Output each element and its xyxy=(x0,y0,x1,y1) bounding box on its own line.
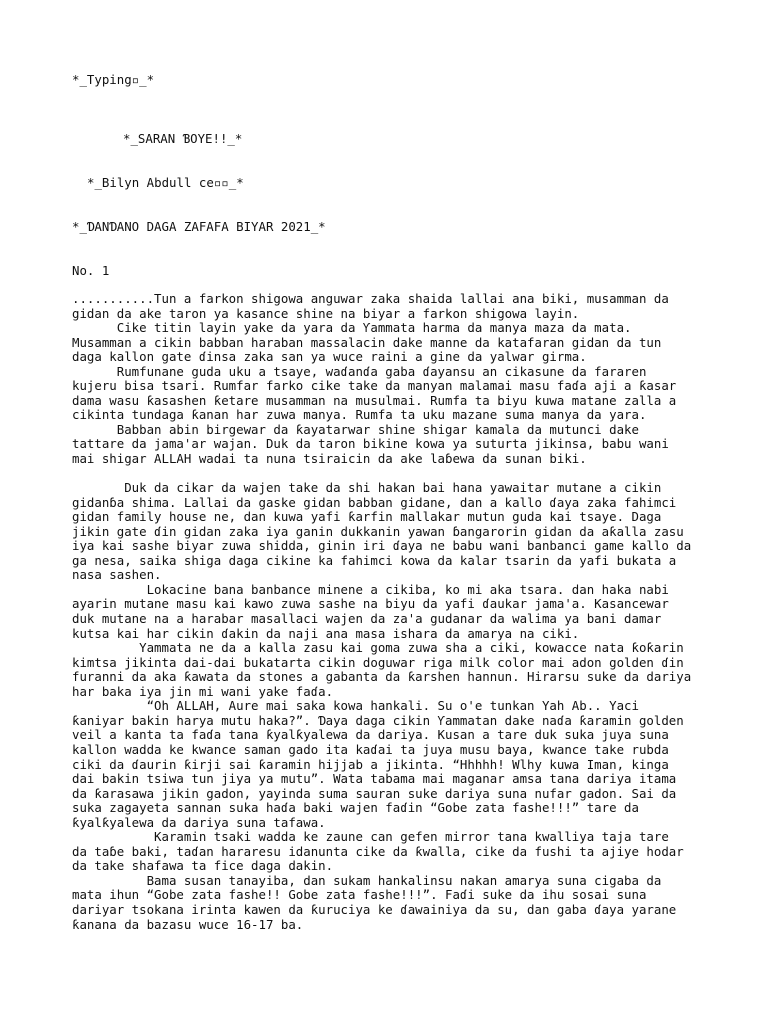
story-title: *_SARAN ƁOYE!!_* xyxy=(123,131,243,146)
paragraph: ...........Tun a farkon shigowa anguwar zaka shaida lallai ana biki, musamman da gidan da ake taron ya kasance shine na biyar a farkon shigowa layin. xyxy=(72,291,669,321)
paragraph: Babban abin birgewar da ƙayatarwar shine shigar kamala da mutunci dake tattare da jama'ar wajan. Duk da taron bikine kowa ya suturta jikinsa, babu wani mai shigar ALLAH wadai ta nuna tsiraicin da ake laɓewa da sunan biki. xyxy=(72,421,669,467)
paragraph: Yammata ne da a kalla zasu kai goma zuwa sha a ciki, kowacce nata ƙoƙarin kimtsa jikinta dai-dai bukatarta cikin doguwar riga milk color mai adon golden ɗin furanni da aka ƙawata da stones a gabanta da ƙarshen hannun. Hirarsu suke da dariya har baka iya jin mi wani yake faɗa. xyxy=(72,640,692,699)
paragraph: Rumfunane guda uku a tsaye, waɗanɗa gaba ɗayansu an cikasune da fararen kujeru bisa tsari. Rumfar farko cike take da manyan malamai masu faɗa aji a ƙasar dama wasu ƙasashen ƙetare musamman na musulmai. Rumfa ta biyu kuwa matane zalla a cikinta tundaga ƙanan har zuwa manya. Rumfa ta uku mazane suma manya da yara. xyxy=(72,363,677,423)
paragraph: “Oh ALLAH, Aure mai saka kowa hankali. Su o'e tunkan Yah Ab.. Yaci ƙaniyar bakin harya mutu haka?”. Ɗaya daga cikin Ƴammatan dake naɗa ƙaramin golden veil a kanta ta faɗa tana ƙyalƙyalewa da dariya. Kusan a tare duk suka juya suna kallon wadda ke kwance saman gado ita kaɗai ta juya musu baya, kwance take rubda ciki da ɗaurin ƙirji sai ƙaramin hijjab a jikinta. “Hhhhh! Wlhy kuwa Iman, kinga dai bakin tsiwa tun jiya ya mutu”. Wata tabama mai maganar amsa tana dariya itama da ƙarasawa jikin gadon, yayinda suma sauran suke dariya suna nufar gadon. Sai da suka zagayeta sannan suka haɗa baki wajen faɗin “Gobe zata fashe!!!” tare da ƙyalƙyalewa da dariya suna tafawa. xyxy=(72,698,684,830)
paragraph: Karamin tsaki wadda ke zaune can gefen mirror tana kwalliya taja tare da taɓe baki, taɗan hararesu idanunta cike da ƙwalla, cike da fushi ta ajiye hodar da take shafawa ta fice daga dakin. xyxy=(72,829,684,874)
story-body xyxy=(72,292,712,932)
series-title: *_ƊANƊANO DAGA ZAFAFA BIYAR 2021_* xyxy=(72,219,326,234)
paragraph: Bama susan tanayiba, dan sukam hankalinsu nakan amarya suna cigaba da mata ihun “Gobe zata fashe!! Gobe zata fashe!!!”. Faɗi suke da ihu sosai suna dariyar tsokana irinta kawen da ƙuruciya ke ɗawainiya da su, dan gaba ɗaya yarane ƙanana da bazasu wuce 16-17 ba. xyxy=(72,872,677,932)
author-line: *_Bilyn Abdull ce▫▫_* xyxy=(87,175,244,190)
paragraph: Cike titin layin yake da yara da Ƴammata harma da manya maza da mata. Musamman a cikin babban haraban massalacin dake manne da katafaran gidan da tun daga kallon gate ɗinsa zaka san ya wuce raini a gine da yalwar girma. xyxy=(72,320,662,365)
chapter-number: No. 1 xyxy=(72,263,110,278)
typing-status: *_Typing▫_* xyxy=(72,72,155,87)
paragraph: Lokacine bana banbance minene a cikiba, ko mi aka tsara. dan haka nabi ayarin mutane masu kai kawo zuwa sashe na biyu da yafi ɗaukar jama'a. Kasancewar duk mutane na a harabar masallaci wajen da za'a gudanar da walima ya bani damar kutsa kai har cikin ɗakin da naji ana masa ishara da amarya na ciki. xyxy=(72,581,669,641)
paragraph-gap xyxy=(72,467,712,482)
paragraph: Duk da cikar da wajen take da shi hakan bai hana yawaitar mutane a cikin gidanɓa shima. Lallai da gaske gidan babban gidane, dan a kallo ɗaya zaka fahimci gidan family house ne, dan kuwa yafi ƙarfin mallakar mutun guda kai tsaye. Daga jikin gate ɗin gidan zaka iya ganin dukkanin yawan ɓangarorin gidan da aƙalla zasu iya kai sashe biyar zuwa shidda, ginin iri ɗaya ne babu wani banbanci game kallo da ga nesa, saika shiga daga cikine ka fahimci kowa da kalar tsarin da yafi bukata a nasa sashen. xyxy=(72,480,692,583)
